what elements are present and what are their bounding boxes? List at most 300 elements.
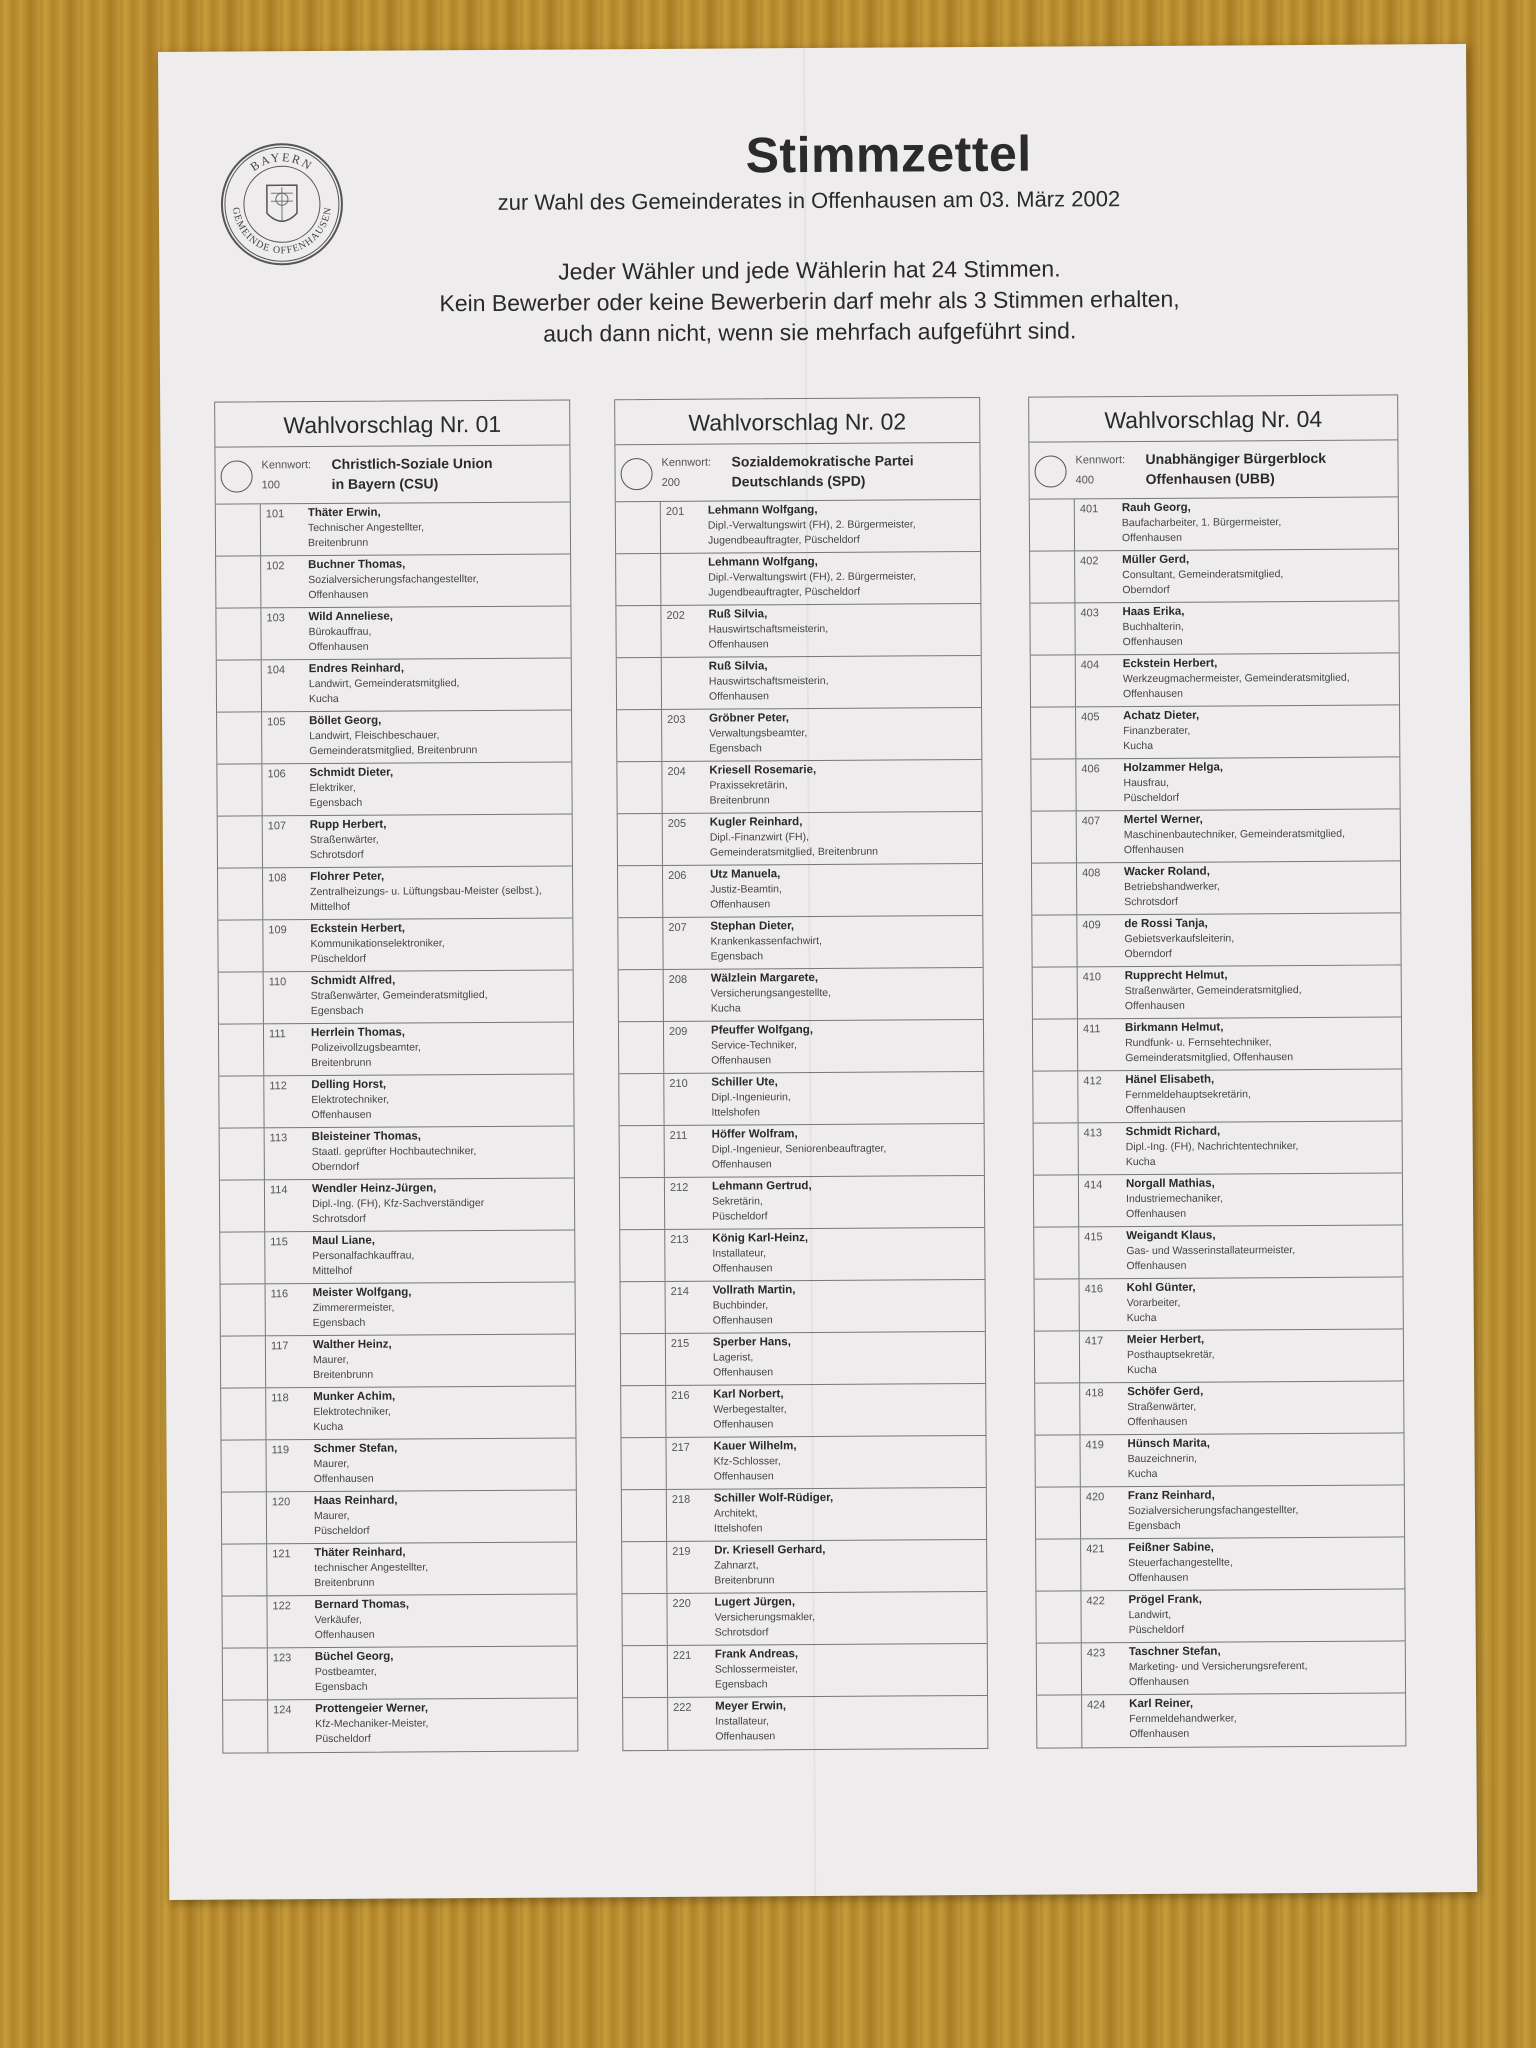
candidate-number: 418 <box>1085 1387 1104 1400</box>
candidate-detail: Installateur, <box>712 1247 767 1260</box>
candidate-name: Rauh Georg, <box>1121 501 1191 515</box>
candidate-name: Wälzlein Margarete, <box>710 971 819 985</box>
candidate-name: Meister Wolfgang, <box>312 1286 412 1300</box>
candidate-number: 123 <box>272 1652 292 1665</box>
candidate-number: 221 <box>672 1649 692 1662</box>
candidate-name: Pfeuffer Wolfgang, <box>710 1024 814 1037</box>
candidate-number: 408 <box>1082 867 1101 880</box>
candidate-detail: Maurer, <box>313 1457 350 1471</box>
candidate-row[interactable] <box>222 1542 576 1596</box>
candidate-detail: Elektriker, <box>309 781 356 795</box>
candidate-number: 201 <box>665 505 685 518</box>
candidate-detail: Gemeinderatsmitglied, Offenhausen <box>1125 1051 1294 1065</box>
candidate-name: Kugler Reinhard, <box>709 816 803 829</box>
candidate-name: Vollrath Martin, <box>712 1284 796 1297</box>
candidate-detail: Püscheldorf <box>1123 791 1180 805</box>
candidate-row[interactable] <box>219 970 573 1024</box>
candidate-detail: Steuerfachangestellte, <box>1128 1556 1233 1570</box>
municipal-seal <box>219 141 346 268</box>
candidate-row[interactable] <box>616 500 980 554</box>
candidate-name: Wacker Roland, <box>1124 865 1210 879</box>
candidate-row[interactable] <box>1034 1173 1402 1227</box>
candidate-number: 101 <box>265 508 285 521</box>
candidate-number: 111 <box>268 1028 286 1041</box>
candidate-row[interactable] <box>620 1228 984 1282</box>
candidate-row[interactable] <box>1034 1121 1402 1175</box>
ballot-title: Stimmzettel <box>745 125 1032 184</box>
candidate-number: 219 <box>672 1545 691 1558</box>
party-row <box>215 445 569 504</box>
party-vote-circle[interactable] <box>1034 455 1066 487</box>
candidate-detail: Kucha <box>1123 739 1154 753</box>
candidate-number: 414 <box>1083 1179 1103 1192</box>
candidate-name: Buchner Thomas, <box>308 558 406 572</box>
candidate-name: Dr. Kriesell Gerhard, <box>714 1543 826 1557</box>
candidate-detail: Offenhausen <box>708 690 769 703</box>
candidate-detail: Mittelhof <box>310 900 350 914</box>
candidate-row[interactable] <box>622 1592 986 1646</box>
candidate-number: 109 <box>268 924 287 937</box>
candidate-name: Walther Heinz, <box>312 1338 392 1352</box>
candidate-number: 419 <box>1085 1439 1104 1452</box>
candidate-detail: Werkzeugmachermeister, Gemeinderatsmitglied, <box>1122 671 1350 686</box>
candidate-detail: Versicherungsangestellte, <box>710 986 832 1000</box>
candidate-number: 103 <box>266 612 285 625</box>
candidate-number: 402 <box>1080 555 1099 568</box>
candidate-row[interactable] <box>223 1646 577 1700</box>
candidate-detail: Dipl.-Verwaltungswirt (FH), 2. Bürgermeister, <box>708 570 917 584</box>
candidate-name: Lehmann Wolfgang, <box>707 503 818 517</box>
candidate-row[interactable] <box>621 1332 985 1386</box>
candidate-row[interactable] <box>221 1386 575 1440</box>
candidate-detail: Dipl.-Ingenieur, Seniorenbeauftragter, <box>711 1142 887 1156</box>
candidate-name: Eckstein Herbert, <box>310 922 406 936</box>
candidate-row[interactable] <box>1035 1329 1403 1383</box>
candidate-number: 222 <box>673 1701 692 1714</box>
candidate-detail: Zimmerermeister, <box>312 1301 395 1315</box>
candidate-detail: Egensbach <box>1127 1519 1181 1533</box>
candidate-row[interactable] <box>1036 1485 1404 1539</box>
party-vote-circle[interactable] <box>621 458 653 490</box>
candidate-detail: Buchbinder, <box>712 1299 769 1312</box>
candidate-number: 104 <box>266 664 286 677</box>
candidate-row[interactable] <box>222 1490 576 1544</box>
candidate-detail: Staatl. geprüfter Hochbautechniker, <box>311 1145 477 1159</box>
ballot-subtitle: zur Wahl des Gemeinderates in Offenhausen am 03. März 2002 <box>497 186 1121 215</box>
candidate-list-02 <box>614 397 988 1751</box>
candidate-number: 214 <box>670 1285 689 1298</box>
candidate-detail: Schrotsdorf <box>312 1212 366 1226</box>
candidate-detail: Baufacharbeiter, 1. Bürgermeister, <box>1121 516 1282 530</box>
candidate-row[interactable] <box>619 1020 983 1074</box>
candidate-row[interactable] <box>1031 757 1399 811</box>
candidate-name: Rupprecht Helmut, <box>1124 969 1228 983</box>
candidate-row[interactable] <box>1037 1693 1405 1747</box>
voting-rules <box>339 252 1280 351</box>
candidate-row[interactable] <box>1033 965 1401 1019</box>
candidate-row[interactable] <box>222 1594 576 1648</box>
candidate-detail: Kucha <box>1127 1467 1158 1481</box>
candidate-detail: Sozialversicherungsfachangestellter, <box>308 573 479 587</box>
candidate-row[interactable] <box>616 604 980 658</box>
candidate-number: 215 <box>670 1337 690 1350</box>
candidate-name: Rupp Herbert, <box>309 818 387 832</box>
candidate-name: Hänel Elisabeth, <box>1125 1073 1215 1087</box>
candidate-row[interactable] <box>622 1540 986 1594</box>
candidate-detail: Breitenbrunn <box>307 536 369 550</box>
candidate-row[interactable] <box>217 762 571 816</box>
candidate-name: Utz Manuela, <box>710 868 781 881</box>
candidate-number: 405 <box>1081 711 1100 724</box>
candidate-detail: Egensbach <box>710 950 764 963</box>
candidate-number: 407 <box>1081 815 1101 828</box>
candidate-detail: Vorarbeiter, <box>1126 1296 1181 1310</box>
candidate-row[interactable] <box>617 708 981 762</box>
candidate-detail: Fernmeldehauptsekretärin, <box>1125 1088 1251 1102</box>
candidate-row[interactable] <box>217 658 571 712</box>
candidate-row[interactable] <box>618 864 982 918</box>
candidate-row[interactable] <box>218 918 572 972</box>
candidate-row[interactable] <box>1030 497 1398 551</box>
candidate-number: 218 <box>671 1493 691 1506</box>
list-heading: Wahlvorschlag Nr. 01 <box>215 400 569 447</box>
candidate-row[interactable] <box>1032 861 1400 915</box>
candidate-number: 205 <box>667 817 687 830</box>
candidate-number: 119 <box>271 1444 290 1457</box>
candidate-detail: Breitenbrunn <box>313 1368 374 1382</box>
candidate-number: 209 <box>668 1025 688 1038</box>
party-vote-circle[interactable] <box>221 460 253 492</box>
candidate-name: Müller Gerd, <box>1122 553 1190 567</box>
candidate-number: 203 <box>667 713 686 726</box>
candidate-name: Wendler Heinz-Jürgen, <box>311 1182 437 1196</box>
candidate-name: Delling Horst, <box>311 1078 387 1092</box>
candidate-name: Bernard Thomas, <box>314 1598 410 1612</box>
candidate-number: 401 <box>1079 503 1099 516</box>
candidate-detail: Marketing- und Versicherungsreferent, <box>1128 1660 1308 1674</box>
seal-top-text: BAYERN <box>247 149 316 174</box>
candidate-detail: Bürokauffrau, <box>308 625 372 639</box>
candidate-number: 413 <box>1083 1127 1103 1140</box>
candidate-detail: Service-Techniker, <box>711 1039 797 1052</box>
candidate-detail: Rundfunk- u. Fernsehtechniker, <box>1125 1036 1272 1050</box>
candidate-row[interactable] <box>616 552 980 606</box>
candidate-detail: Kucha <box>308 692 339 706</box>
candidate-detail: Maurer, <box>313 1509 350 1523</box>
candidate-number: 110 <box>268 976 287 989</box>
kennwort-label: Kennwort: <box>1075 454 1126 467</box>
candidate-detail: Offenhausen <box>711 1054 772 1067</box>
candidate-row[interactable] <box>620 1124 984 1178</box>
candidate-name: Wild Anneliese, <box>308 610 393 624</box>
candidate-name: Gröbner Peter, <box>709 712 790 725</box>
candidate-row[interactable] <box>622 1488 986 1542</box>
candidate-number: 417 <box>1084 1335 1104 1348</box>
candidate-number: 422 <box>1086 1595 1105 1608</box>
candidate-row[interactable] <box>617 656 981 710</box>
candidate-name: Kauer Wilhelm, <box>713 1440 797 1453</box>
candidate-detail: Püscheldorf <box>712 1210 768 1223</box>
candidate-row[interactable] <box>618 812 982 866</box>
candidate-row[interactable] <box>1036 1589 1404 1643</box>
candidate-number: 102 <box>266 560 285 573</box>
candidate-row[interactable] <box>1033 1017 1401 1071</box>
candidate-row[interactable] <box>623 1644 987 1698</box>
candidate-row[interactable] <box>621 1436 985 1490</box>
candidate-number: 106 <box>267 768 286 781</box>
candidate-row[interactable] <box>1034 1225 1402 1279</box>
candidate-name: Haas Erika, <box>1122 605 1185 619</box>
candidate-name: Schmidt Alfred, <box>310 974 396 988</box>
candidate-row[interactable] <box>621 1384 985 1438</box>
candidate-row[interactable] <box>1035 1433 1403 1487</box>
candidate-number: 420 <box>1085 1491 1105 1504</box>
candidate-detail: Straßenwärter, Gemeinderatsmitglied, <box>1124 984 1302 998</box>
candidate-detail: Breitenbrunn <box>311 1056 372 1070</box>
candidate-detail: Technischer Angestellter, <box>307 521 425 535</box>
candidate-detail: Kucha <box>1127 1363 1157 1377</box>
candidate-detail: Straßenwärter, <box>1127 1400 1197 1414</box>
candidate-detail: Versicherungsmakler, <box>714 1611 816 1624</box>
candidate-number: 107 <box>267 820 287 833</box>
candidate-row[interactable] <box>219 1074 573 1128</box>
candidate-name: Ruß Silvia, <box>708 608 768 621</box>
candidate-name: Norgall Mathias, <box>1125 1177 1215 1191</box>
candidate-row[interactable] <box>223 1698 577 1752</box>
candidate-detail: Gemeinderatsmitglied, Breitenbrunn <box>709 845 879 859</box>
candidate-row[interactable] <box>216 606 570 660</box>
candidate-number: 208 <box>668 973 688 986</box>
candidate-detail: Elektrotechniker, <box>313 1405 391 1419</box>
rule-line: Kein Bewerber oder keine Bewerberin darf mehr als 3 Stimmen erhalten, <box>439 285 1180 317</box>
candidate-detail: Schlossermeister, <box>714 1663 798 1676</box>
candidate-number: 210 <box>669 1077 688 1090</box>
candidate-row[interactable] <box>219 1022 573 1076</box>
candidate-detail: Offenhausen <box>708 638 769 651</box>
party-name: Christlich-Soziale Union in Bayern (CSU) <box>331 454 493 492</box>
candidate-list-01 <box>214 399 578 1753</box>
candidate-detail: Offenhausen <box>1124 999 1185 1013</box>
candidate-row[interactable] <box>621 1280 985 1334</box>
candidate-detail: Offenhausen <box>1128 1571 1189 1585</box>
candidate-detail: Hausfrau, <box>1123 776 1170 790</box>
candidate-row[interactable] <box>1036 1537 1404 1591</box>
candidate-number: 416 <box>1084 1283 1103 1296</box>
candidate-detail: Polizeivollzugsbeamter, <box>311 1041 421 1055</box>
candidate-detail: Straßenwärter, Gemeinderatsmitglied, <box>310 988 488 1003</box>
candidate-number: 406 <box>1081 763 1100 776</box>
candidate-detail: Kucha <box>1125 1155 1156 1169</box>
candidate-number: 112 <box>269 1080 287 1093</box>
candidate-detail: Offenhausen <box>715 1730 776 1743</box>
candidate-number: 411 <box>1082 1023 1101 1036</box>
candidate-name: Schiller Wolf-Rüdiger, <box>713 1491 834 1505</box>
candidate-name: Thäter Erwin, <box>307 506 381 520</box>
candidate-row[interactable] <box>1037 1641 1405 1695</box>
party-row <box>615 443 979 502</box>
candidate-detail: Offenhausen <box>1129 1727 1190 1741</box>
candidate-name: Flohrer Peter, <box>310 870 385 884</box>
candidate-name: Franz Reinhard, <box>1127 1489 1215 1503</box>
candidate-number: 409 <box>1082 919 1101 932</box>
candidate-row[interactable] <box>218 866 572 920</box>
candidate-name: Birkmann Helmut, <box>1124 1021 1224 1035</box>
candidate-row[interactable] <box>1030 601 1398 655</box>
candidate-detail: Schrotsdorf <box>714 1626 769 1639</box>
candidate-detail: Gebietsverkaufsleiterin, <box>1124 932 1235 946</box>
candidate-detail: Dipl.-Finanzwirt (FH), <box>709 831 810 844</box>
candidate-number: 217 <box>671 1441 690 1454</box>
candidate-detail: Offenhausen <box>713 1366 774 1379</box>
candidate-detail: Straßenwärter, <box>309 833 379 847</box>
candidate-number: 421 <box>1086 1543 1105 1556</box>
candidate-number: 415 <box>1084 1231 1103 1244</box>
candidate-name: Schmidt Richard, <box>1125 1125 1221 1139</box>
candidate-detail: Offenhausen <box>1121 531 1182 545</box>
candidate-detail: Offenhausen <box>1126 1259 1187 1273</box>
candidate-detail: Offenhausen <box>1125 1103 1186 1117</box>
candidate-detail: Offenhausen <box>1123 843 1184 857</box>
candidate-row[interactable] <box>618 916 982 970</box>
candidate-number: 108 <box>268 872 287 885</box>
candidate-row[interactable] <box>220 1230 574 1284</box>
candidate-detail: Egensbach <box>314 1680 368 1694</box>
candidate-detail: Verwaltungsbeamter, <box>709 727 808 740</box>
candidate-name: Feißner Sabine, <box>1128 1541 1214 1555</box>
candidate-name: Kohl Günter, <box>1126 1281 1196 1295</box>
candidate-row[interactable] <box>221 1334 575 1388</box>
candidate-row[interactable] <box>216 502 570 556</box>
party-name: Sozialdemokratische Partei Deutschlands (SPD) <box>731 452 914 490</box>
candidate-detail: Offenhausen <box>713 1470 774 1483</box>
candidate-name: Achatz Dieter, <box>1123 709 1200 723</box>
candidate-detail: Kommunikationselektroniker, <box>310 937 445 951</box>
candidate-detail: Oberndorf <box>311 1160 360 1174</box>
candidate-detail: Offenhausen <box>314 1628 375 1642</box>
candidate-name: Weigandt Klaus, <box>1126 1229 1216 1243</box>
candidate-detail: Egensbach <box>309 796 363 810</box>
candidate-detail: Offenhausen <box>1127 1415 1188 1429</box>
candidate-detail: Landwirt, <box>1128 1608 1172 1622</box>
candidate-detail: Ittelshofen <box>714 1522 763 1535</box>
candidate-row[interactable] <box>217 710 571 764</box>
candidate-number: 404 <box>1080 659 1100 672</box>
party-row <box>1029 440 1397 499</box>
list-heading: Wahlvorschlag Nr. 04 <box>1029 395 1397 442</box>
candidate-detail: Zahnarzt, <box>714 1559 759 1572</box>
candidate-detail: Püscheldorf <box>1128 1623 1185 1637</box>
candidate-name: Sperber Hans, <box>712 1336 791 1349</box>
candidate-detail: Kfz-Mechaniker-Meister, <box>315 1717 429 1731</box>
candidate-row[interactable] <box>1031 705 1399 759</box>
candidate-name: Höffer Wolfram, <box>711 1128 798 1141</box>
candidate-detail: Offenhausen <box>1126 1207 1187 1221</box>
candidate-detail: Bauzeichnerin, <box>1127 1452 1198 1466</box>
candidate-name: Prögel Frank, <box>1128 1593 1203 1607</box>
candidate-detail: Egensbach <box>709 742 762 755</box>
candidate-row[interactable] <box>619 1072 983 1126</box>
candidate-number: 211 <box>669 1129 688 1142</box>
candidate-detail: Offenhausen <box>308 588 369 602</box>
party-number: 200 <box>661 476 681 489</box>
candidate-row[interactable] <box>619 968 983 1022</box>
candidate-row[interactable] <box>620 1176 984 1230</box>
candidate-name: Schmer Stefan, <box>313 1442 398 1456</box>
candidate-name: Kriesell Rosemarie, <box>709 763 817 777</box>
candidate-detail: Architekt, <box>713 1507 758 1520</box>
candidate-row[interactable] <box>1031 653 1399 707</box>
candidate-detail: Elektrotechniker, <box>311 1093 390 1107</box>
candidate-row[interactable] <box>1030 549 1398 603</box>
candidate-row[interactable] <box>617 760 981 814</box>
candidate-detail: Personalfachkauffrau, <box>312 1249 415 1263</box>
candidate-number: 423 <box>1086 1647 1106 1660</box>
candidate-detail: Schrotsdorf <box>309 848 364 862</box>
candidate-detail: Kucha <box>1126 1311 1157 1325</box>
candidate-number: 207 <box>668 921 687 934</box>
candidate-detail: Buchhalterin, <box>1122 620 1184 634</box>
candidate-row[interactable] <box>216 554 570 608</box>
candidate-detail: Lagerist, <box>712 1351 754 1364</box>
candidate-detail: Schrotsdorf <box>1124 895 1178 909</box>
candidate-name: Büchel Georg, <box>314 1650 394 1664</box>
candidate-name: Lehmann Gertrud, <box>711 1180 812 1193</box>
candidate-number: 105 <box>267 716 286 729</box>
party-number: 400 <box>1075 474 1095 487</box>
candidate-row[interactable] <box>1035 1381 1403 1435</box>
candidate-row[interactable] <box>221 1438 575 1492</box>
candidate-row[interactable] <box>220 1126 574 1180</box>
candidate-detail: Dipl.-Verwaltungswirt (FH), 2. Bürgermeister, <box>707 518 916 532</box>
candidate-detail: Dipl.-Ing. (FH), Kfz-Sachverständiger <box>312 1197 485 1211</box>
candidate-row[interactable] <box>1032 809 1400 863</box>
candidate-name: Meier Herbert, <box>1126 1333 1205 1347</box>
candidate-number: 121 <box>272 1548 291 1561</box>
candidate-detail: Kucha <box>710 1002 741 1015</box>
candidate-detail: Dipl.-Ing. (FH), Nachrichtentechniker, <box>1125 1140 1299 1154</box>
candidate-detail: Offenhausen <box>712 1262 773 1275</box>
candidate-detail: Landwirt, Gemeinderatsmitglied, <box>308 677 460 691</box>
candidate-row[interactable] <box>623 1696 987 1750</box>
candidate-name: Bleisteiner Thomas, <box>311 1130 421 1144</box>
candidate-row[interactable] <box>1033 1069 1401 1123</box>
candidate-detail: Püscheldorf <box>310 952 367 966</box>
candidate-detail: Installateur, <box>715 1715 769 1728</box>
candidate-detail: Offenhausen <box>311 1108 372 1122</box>
candidate-detail: Mittelhof <box>312 1264 353 1278</box>
candidate-row[interactable] <box>221 1282 575 1336</box>
candidate-number: 403 <box>1080 607 1099 620</box>
candidate-detail: Püscheldorf <box>315 1732 371 1746</box>
candidate-detail: Kfz-Schlosser, <box>713 1455 781 1468</box>
candidate-number: 118 <box>271 1392 289 1405</box>
candidate-detail: Gas- und Wasserinstallateurmeister, <box>1126 1244 1296 1258</box>
kennwort-label: Kennwort: <box>261 459 312 472</box>
candidate-number: 212 <box>669 1181 689 1194</box>
candidate-number: 216 <box>671 1389 690 1402</box>
candidate-row[interactable] <box>218 814 572 868</box>
candidate-name: Mertel Werner, <box>1123 813 1203 827</box>
candidate-row[interactable] <box>1035 1277 1403 1331</box>
candidate-name: Meyer Erwin, <box>715 1700 787 1713</box>
party-name: Unabhängiger Bürgerblock Offenhausen (UBB) <box>1145 449 1327 487</box>
candidate-row[interactable] <box>1032 913 1400 967</box>
candidate-detail: Breitenbrunn <box>714 1574 775 1587</box>
candidate-number: 114 <box>269 1184 288 1197</box>
candidate-detail: Offenhausen <box>1122 635 1183 649</box>
candidate-detail: Offenhausen <box>713 1418 774 1431</box>
candidate-row[interactable] <box>220 1178 574 1232</box>
